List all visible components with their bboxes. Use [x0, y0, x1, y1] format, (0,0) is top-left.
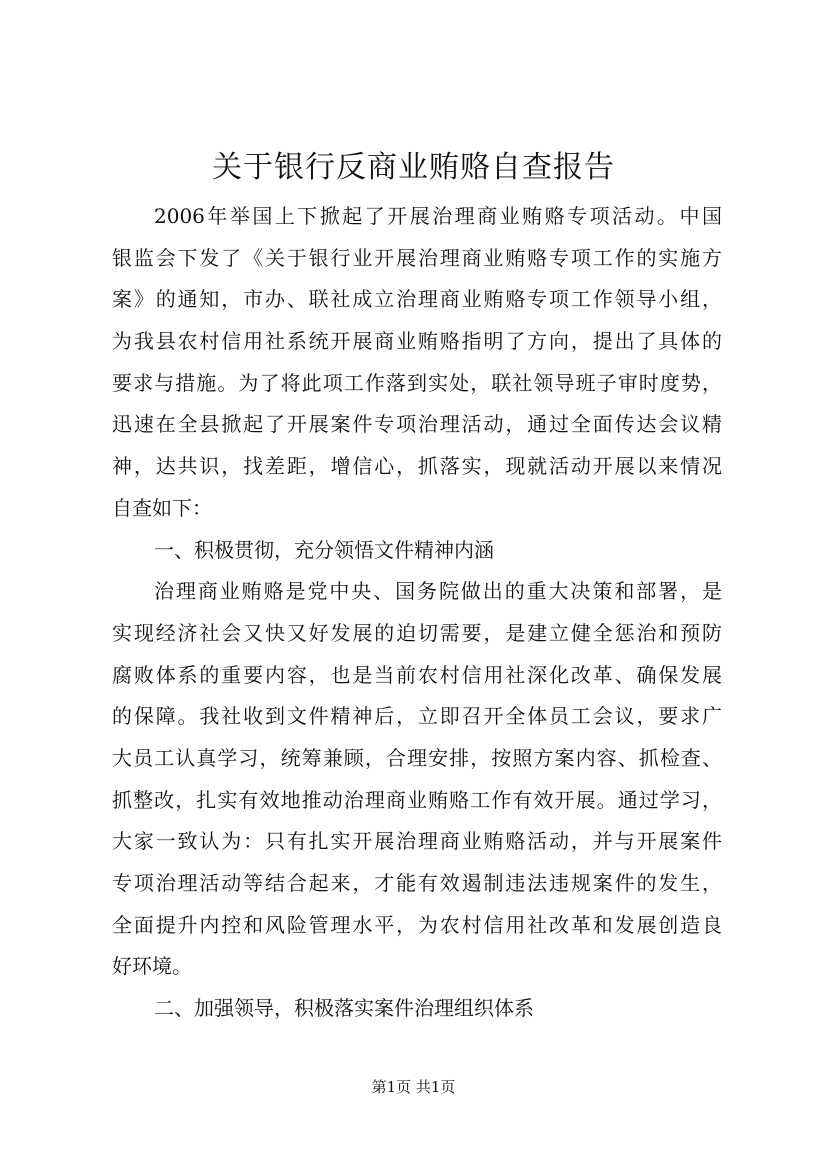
paragraph-line: 银监会下发了《关于银行业开展治理商业贿赂专项工作的实施方 [112, 245, 722, 270]
paragraph-line: 为我县农村信用社系统开展商业贿赂指明了方向，提出了具体的 [112, 329, 722, 354]
paragraph-line: 案》的通知，市办、联社成立治理商业贿赂专项工作领导小组， [112, 287, 722, 312]
document-body [112, 196, 722, 1030]
paragraph-line: 神，达共识，找差距，增信心，抓落实，现就活动开展以来情况 [112, 454, 722, 479]
paragraph-line: 大员工认真学习，统筹兼顾，合理安排，按照方案内容、抓检查、 [112, 745, 722, 770]
paragraph-line: 好环境。 [112, 954, 192, 979]
paragraph-line: 实现经济社会又快又好发展的迫切需要，是建立健全惩治和预防 [112, 620, 722, 645]
paragraph-line: 迅速在全县掀起了开展案件专项治理活动，通过全面传达会议精 [112, 412, 722, 437]
paragraph-line: 全面提升内控和风险管理水平，为农村信用社改革和发展创造良 [112, 912, 722, 937]
paragraph-line: 治理商业贿赂是党中央、国务院做出的重大决策和部署，是 [154, 579, 722, 604]
section-heading: 二、加强领导，积极落实案件治理组织体系 [154, 996, 534, 1021]
paragraph-line: 专项治理活动等结合起来，才能有效遏制违法违规案件的发生， [112, 871, 722, 895]
paragraph-line: 抓整改，扎实有效地推动治理商业贿赂工作有效开展。通过学习， [112, 787, 722, 812]
paragraph-line: 的保障。我社收到文件精神后，立即召开全体员工会议，要求广 [112, 704, 722, 729]
paragraph-line: 要求与措施。为了将此项工作落到实处，联社领导班子审时度势， [112, 370, 722, 395]
paragraph-line: 腐败体系的重要内容，也是当前农村信用社深化改革、确保发展 [112, 662, 722, 687]
page-number: 第1页 共1页 [371, 1078, 456, 1096]
document-title: 关于银行反商业贿赂自查报告 [212, 150, 615, 185]
paragraph-line: 自查如下： [112, 495, 212, 520]
paragraph-line: 2006年举国上下掀起了开展治理商业贿赂专项活动。中国 [154, 204, 722, 228]
paragraph-line: 大家一致认为：只有扎实开展治理商业贿赂活动，并与开展案件 [112, 829, 722, 854]
section-heading: 一、积极贯彻，充分领悟文件精神内涵 [154, 537, 494, 562]
